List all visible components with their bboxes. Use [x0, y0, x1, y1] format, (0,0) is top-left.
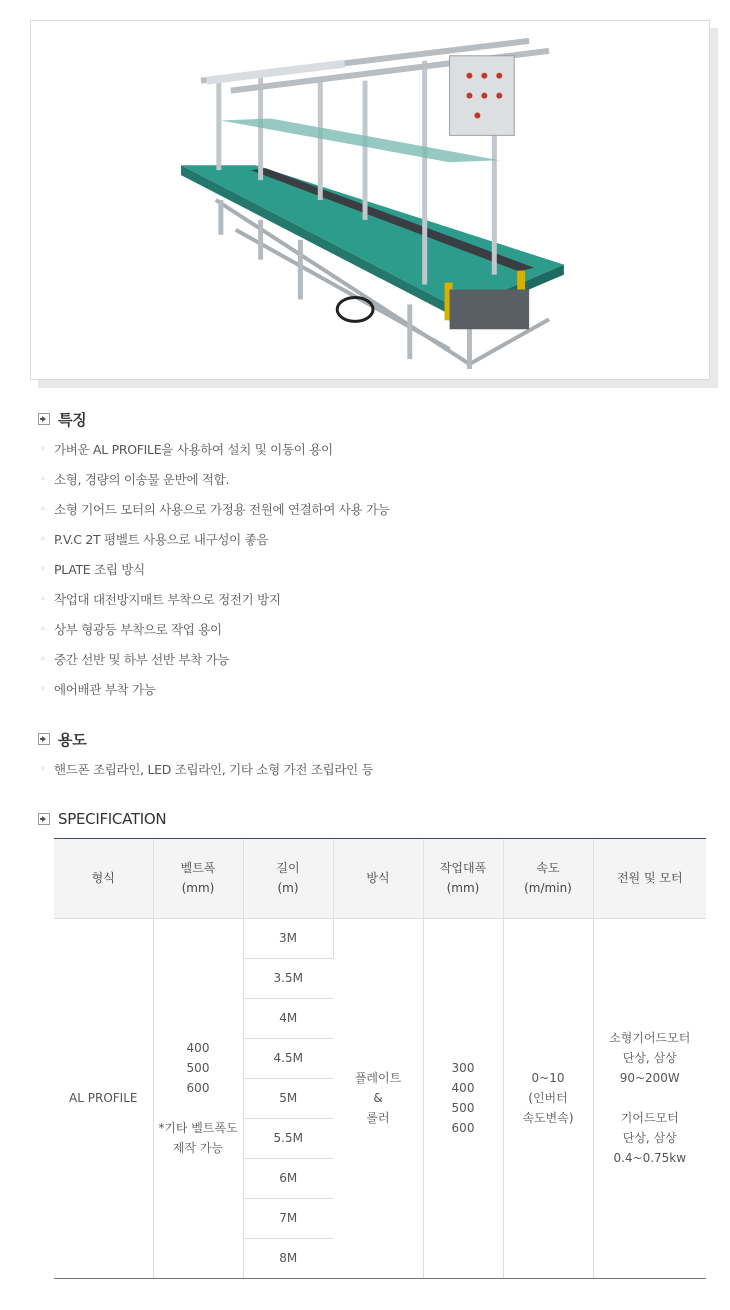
header-line: 벨트폭 [180, 861, 216, 876]
bullet-icon: ◦ [40, 764, 46, 775]
column-header [153, 839, 243, 918]
table-width-cell [423, 918, 503, 1278]
header-line: 길이 [276, 861, 300, 876]
length-cell: 5.5M [243, 1118, 333, 1158]
cell-line: 플레이트 [354, 1071, 402, 1085]
cell-line: 롤러 [366, 1111, 390, 1125]
list-item [40, 760, 373, 790]
bullet-icon: ◦ [40, 564, 46, 575]
bullet-icon: ◦ [40, 654, 46, 665]
cell-line: 400 [186, 1041, 210, 1055]
cell-line: 소형기어드모터 [609, 1031, 691, 1045]
usage-title: 용도 [58, 730, 87, 749]
cell-line: & [373, 1091, 383, 1105]
features-list [40, 440, 390, 710]
list-item-text: 소형 기어드 모터의 사용으로 가정용 전원에 연결하여 사용 가능 [54, 502, 390, 517]
bullet-icon: ◦ [40, 594, 46, 605]
list-item-text: 가벼운 AL PROFILE을 사용하여 설치 및 이동이 용이 [54, 442, 333, 457]
arrow-box-icon [38, 813, 50, 825]
column-header [54, 839, 153, 918]
header-line: 속도 [536, 861, 560, 876]
usage-heading [38, 729, 86, 749]
list-item-text: P.V.C 2T 평벨트 사용으로 내구성이 좋음 [54, 532, 269, 547]
cell-line: 0~10 [531, 1071, 565, 1085]
list-item [40, 620, 390, 650]
cell-line: 제작 가능 [172, 1141, 224, 1155]
list-item-text: 상부 형광등 부착으로 작업 용이 [54, 622, 222, 637]
column-header [593, 839, 706, 918]
cell-line: 400 [451, 1081, 475, 1095]
bullet-icon: ◦ [40, 534, 46, 545]
bullet-icon: ◦ [40, 444, 46, 455]
list-item-text: 소형, 경량의 이송물 운반에 적합. [54, 472, 230, 487]
header-line: (m/min) [524, 881, 572, 896]
column-header [243, 839, 333, 918]
column-header [503, 839, 593, 918]
speed-cell [503, 918, 593, 1278]
cell-line: 600 [451, 1121, 475, 1135]
features-title: 특징 [58, 410, 87, 429]
belt-width-cell [153, 918, 243, 1278]
bullet-icon: ◦ [40, 624, 46, 635]
cell-line: (인버터 [528, 1091, 568, 1105]
list-item [40, 500, 390, 530]
method-cell [333, 918, 423, 1278]
length-cell: 3.5M [243, 958, 333, 998]
cell-line: 300 [451, 1061, 475, 1075]
column-header [423, 839, 503, 918]
column-header [333, 839, 423, 918]
header-line: 형식 [91, 871, 115, 886]
header-line: (m) [277, 881, 299, 896]
list-item [40, 530, 390, 560]
cell-line: 0.4~0.75kw [613, 1151, 687, 1165]
list-item-text: 에어배관 부착 가능 [54, 682, 156, 697]
bullet-icon: ◦ [40, 504, 46, 515]
list-item [40, 590, 390, 620]
spec-title: SPECIFICATION [58, 810, 167, 828]
conveyor-illustration [31, 21, 709, 379]
length-cell: 7M [243, 1198, 333, 1238]
cell-line: 기어드모터 [620, 1111, 679, 1125]
table-bottom-rule [54, 1278, 706, 1279]
cell-line: 500 [186, 1061, 210, 1075]
header-line: 방식 [366, 871, 390, 886]
cell-line: *기타 벨트폭도 [158, 1121, 238, 1135]
table-row [54, 918, 706, 958]
length-cell: 6M [243, 1158, 333, 1198]
model-cell: AL PROFILE [54, 918, 153, 1278]
list-item-text: 핸드폰 조립라인, LED 조립라인, 기타 소형 가전 조립라인 등 [54, 762, 374, 777]
length-cell: 3M [243, 918, 333, 958]
header-line: (mm) [446, 881, 480, 896]
length-cell: 4M [243, 998, 333, 1038]
cell-line: 500 [451, 1101, 475, 1115]
list-item [40, 560, 390, 590]
bullet-icon: ◦ [40, 474, 46, 485]
length-cell: 8M [243, 1238, 333, 1278]
arrow-box-icon [38, 413, 50, 425]
spec-heading [38, 809, 166, 829]
list-item-text: PLATE 조립 방식 [54, 562, 145, 577]
length-cell: 5M [243, 1078, 333, 1118]
cell-line: 600 [186, 1081, 210, 1095]
list-item [40, 440, 390, 470]
cell-line [594, 1088, 707, 1108]
list-item-text: 중간 선반 및 하부 선반 부착 가능 [54, 652, 230, 667]
arrow-box-icon [38, 733, 50, 745]
header-line: 전원 및 모터 [616, 871, 683, 886]
motor-cell [593, 918, 706, 1278]
spec-table [54, 839, 706, 1279]
header-line: (mm) [181, 881, 215, 896]
cell-line: 단상, 삼상 [622, 1051, 677, 1065]
cell-line [154, 1098, 243, 1118]
header-line: 작업대폭 [439, 861, 487, 876]
product-image [30, 20, 710, 380]
cell-line: 단상, 삼상 [622, 1131, 677, 1145]
cell-line: 속도변속) [522, 1111, 574, 1125]
bullet-icon: ◦ [40, 684, 46, 695]
features-heading [38, 409, 86, 429]
length-cell: 4.5M [243, 1038, 333, 1078]
list-item [40, 680, 390, 710]
usage-list [40, 760, 373, 790]
list-item [40, 650, 390, 680]
list-item [40, 470, 390, 500]
list-item-text: 작업대 대전방지매트 부착으로 정전기 방지 [54, 592, 281, 607]
cell-line: 90~200W [619, 1071, 680, 1085]
product-image-frame [30, 20, 710, 380]
table-header-row [54, 839, 706, 918]
